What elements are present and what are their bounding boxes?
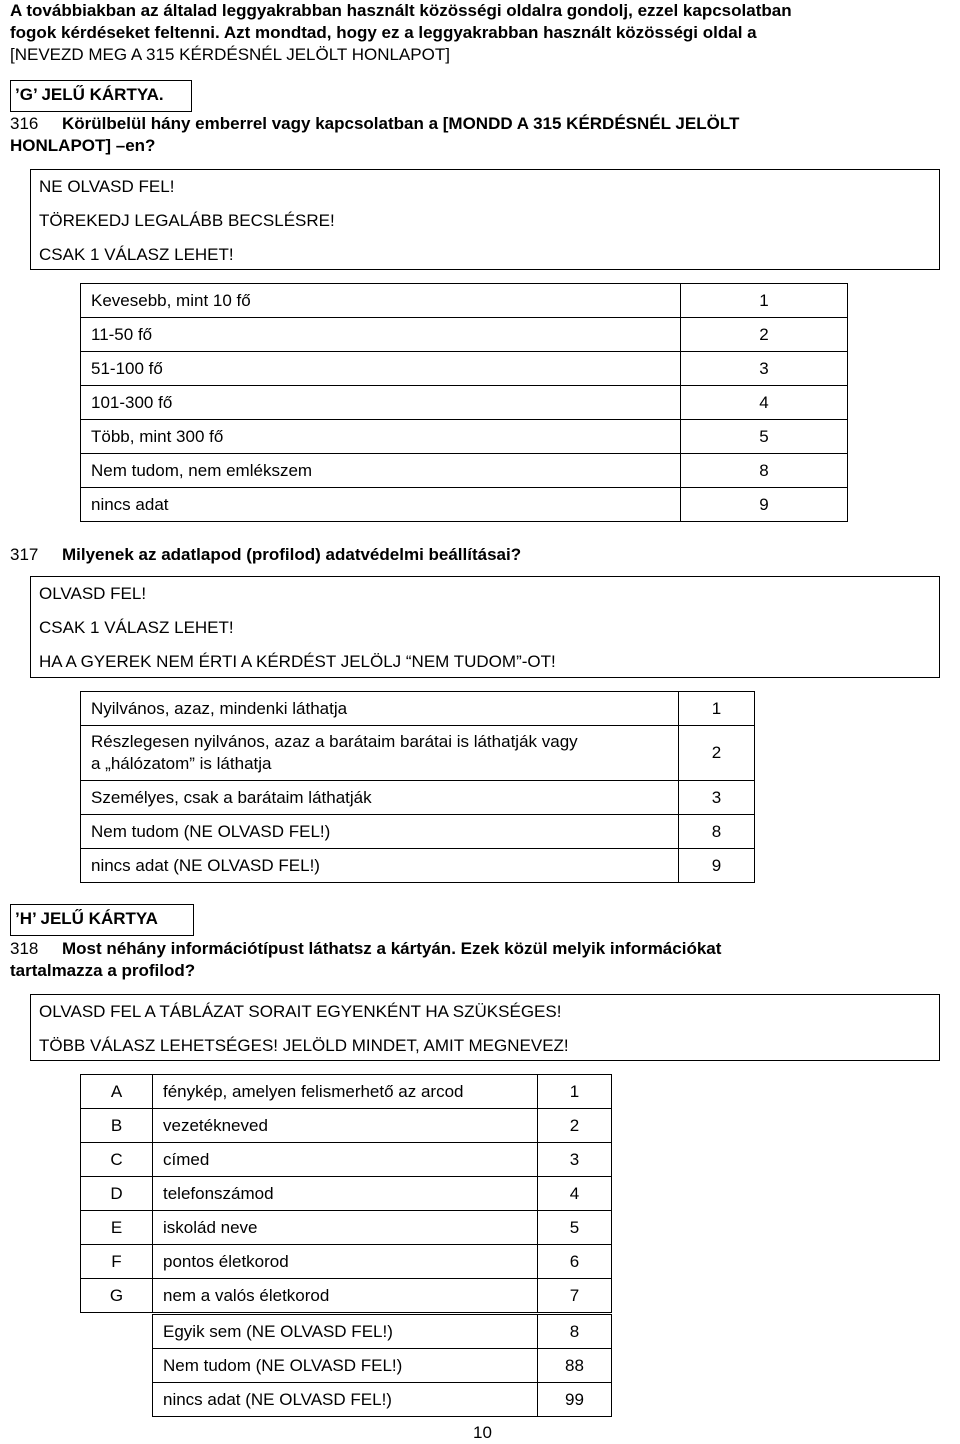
- instruction-line: HA A GYEREK NEM ÉRTI A KÉRDÉST JELÖLJ “NEM TUDOM”-OT!: [39, 652, 556, 671]
- table-row: [153, 1315, 612, 1349]
- option-label[interactable]: pontos életkorod: [153, 1245, 538, 1279]
- option-code[interactable]: 2: [681, 318, 848, 352]
- table-row: [81, 849, 755, 883]
- table-row: [81, 318, 848, 352]
- card-g-label: ’G’ JELŰ KÁRTYA.: [10, 80, 192, 112]
- option-code[interactable]: 3: [538, 1143, 612, 1177]
- table-row: [81, 386, 848, 420]
- table-row: [81, 1177, 612, 1211]
- table-row: [81, 454, 848, 488]
- intro-line-2: fogok kérdéseket feltenni. Azt mondtad, hogy ez a leggyakrabban használt közösségi oldal a: [10, 23, 757, 42]
- option-label[interactable]: Személyes, csak a barátaim láthatják: [81, 781, 679, 815]
- option-code[interactable]: 2: [679, 726, 755, 781]
- question-317: [10, 544, 950, 566]
- answer-table-317: [80, 691, 755, 883]
- intro-paragraph: [10, 0, 955, 66]
- table-row: [153, 1349, 612, 1383]
- answer-table-318: [80, 1074, 612, 1313]
- option-code[interactable]: 99: [538, 1383, 612, 1417]
- option-label[interactable]: nem a valós életkorod: [153, 1279, 538, 1313]
- question-316: [10, 113, 950, 157]
- option-label[interactable]: telefonszámod: [153, 1177, 538, 1211]
- option-code[interactable]: 8: [538, 1315, 612, 1349]
- question-text-cont: tartalmazza a profilod?: [10, 961, 196, 980]
- table-row: [81, 726, 755, 781]
- card-h-label: ’H’ JELŰ KÁRTYA: [10, 904, 194, 936]
- question-text: Most néhány információtípust láthatsz a kártyán. Ezek közül melyik információkat: [62, 939, 722, 958]
- instruction-line: CSAK 1 VÁLASZ LEHET!: [39, 618, 234, 637]
- table-row: [81, 488, 848, 522]
- table-row: [81, 1143, 612, 1177]
- intro-line-1: A továbbiakban az általad leggyakrabban használt közösségi oldalra gondolj, ezzel kapcsolatban: [10, 1, 792, 20]
- option-label[interactable]: Nem tudom (NE OLVASD FEL!): [153, 1349, 538, 1383]
- option-label[interactable]: iskolád neve: [153, 1211, 538, 1245]
- table-row: [81, 284, 848, 318]
- option-code[interactable]: 4: [681, 386, 848, 420]
- instruction-line: CSAK 1 VÁLASZ LEHET!: [39, 245, 234, 264]
- page-number: 10: [473, 1423, 492, 1442]
- option-code[interactable]: 7: [538, 1279, 612, 1313]
- question-318: [10, 938, 950, 982]
- option-code[interactable]: 9: [681, 488, 848, 522]
- instruction-box-317: [30, 576, 940, 678]
- table-row: [81, 420, 848, 454]
- option-label-line: Részlegesen nyilvános, azaz a barátaim barátai is láthatják vagy: [91, 732, 578, 751]
- instruction-line: NE OLVASD FEL!: [39, 177, 175, 196]
- option-label[interactable]: Kevesebb, mint 10 fő: [81, 284, 681, 318]
- option-label[interactable]: Egyik sem (NE OLVASD FEL!): [153, 1315, 538, 1349]
- table-row: [81, 1109, 612, 1143]
- answer-table-316: [80, 283, 848, 522]
- option-label[interactable]: 51-100 fő: [81, 352, 681, 386]
- option-letter: C: [81, 1143, 153, 1177]
- option-code[interactable]: 1: [538, 1075, 612, 1109]
- option-letter: A: [81, 1075, 153, 1109]
- option-code[interactable]: 5: [681, 420, 848, 454]
- option-label[interactable]: nincs adat (NE OLVASD FEL!): [81, 849, 679, 883]
- option-letter: F: [81, 1245, 153, 1279]
- table-row: [81, 815, 755, 849]
- option-label[interactable]: vezetékneved: [153, 1109, 538, 1143]
- instruction-box-318: [30, 994, 940, 1061]
- option-code[interactable]: 4: [538, 1177, 612, 1211]
- option-code[interactable]: 3: [679, 781, 755, 815]
- option-label[interactable]: Nem tudom (NE OLVASD FEL!): [81, 815, 679, 849]
- instruction-box-316: [30, 169, 940, 270]
- option-code[interactable]: 5: [538, 1211, 612, 1245]
- option-code[interactable]: 1: [681, 284, 848, 318]
- question-text: Körülbelül hány emberrel vagy kapcsolatban a [MONDD A 315 KÉRDÉSNÉL JELÖLT: [62, 114, 740, 133]
- option-code[interactable]: 2: [538, 1109, 612, 1143]
- instruction-line: OLVASD FEL A TÁBLÁZAT SORAIT EGYENKÉNT HA SZÜKSÉGES!: [39, 1002, 562, 1021]
- option-code[interactable]: 88: [538, 1349, 612, 1383]
- question-number: 318: [10, 939, 39, 958]
- option-code[interactable]: 6: [538, 1245, 612, 1279]
- option-label[interactable]: 101-300 fő: [81, 386, 681, 420]
- table-row: [81, 1279, 612, 1313]
- question-number: 316: [10, 114, 39, 133]
- option-code[interactable]: 8: [679, 815, 755, 849]
- instruction-line: OLVASD FEL!: [39, 584, 147, 603]
- option-label[interactable]: fénykép, amelyen felismerhető az arcod: [153, 1075, 538, 1109]
- question-text-cont: HONLAPOT] –en?: [10, 136, 156, 155]
- instruction-line: TÖBB VÁLASZ LEHETSÉGES! JELÖLD MINDET, AMIT MEGNEVEZ!: [39, 1036, 569, 1055]
- instruction-line: TÖREKEDJ LEGALÁBB BECSLÉSRE!: [39, 211, 335, 230]
- option-label[interactable]: [81, 726, 679, 781]
- answer-table-318-extra: [152, 1314, 612, 1417]
- option-letter: D: [81, 1177, 153, 1211]
- option-code[interactable]: 9: [679, 849, 755, 883]
- table-row: [81, 352, 848, 386]
- option-label-line: a „hálózatom” is láthatja: [91, 754, 272, 773]
- option-label[interactable]: Több, mint 300 fő: [81, 420, 681, 454]
- option-letter: G: [81, 1279, 153, 1313]
- table-row: [81, 1245, 612, 1279]
- question-text: Milyenek az adatlapod (profilod) adatvédelmi beállításai?: [62, 545, 522, 564]
- question-number: 317: [10, 545, 39, 564]
- option-label[interactable]: 11-50 fő: [81, 318, 681, 352]
- option-label[interactable]: címed: [153, 1143, 538, 1177]
- option-code[interactable]: 1: [679, 692, 755, 726]
- table-row: [81, 781, 755, 815]
- option-code[interactable]: 8: [681, 454, 848, 488]
- table-row: [81, 1075, 612, 1109]
- option-label[interactable]: nincs adat: [81, 488, 681, 522]
- option-label[interactable]: Nem tudom, nem emlékszem: [81, 454, 681, 488]
- table-row: [153, 1383, 612, 1417]
- option-letter: E: [81, 1211, 153, 1245]
- option-letter: B: [81, 1109, 153, 1143]
- table-row: [81, 1211, 612, 1245]
- intro-line-3: [NEVEZD MEG A 315 KÉRDÉSNÉL JELÖLT HONLAPOT]: [10, 45, 450, 64]
- option-label[interactable]: nincs adat (NE OLVASD FEL!): [153, 1383, 538, 1417]
- option-label[interactable]: Nyilvános, azaz, mindenki láthatja: [81, 692, 679, 726]
- table-row: [81, 692, 755, 726]
- option-code[interactable]: 3: [681, 352, 848, 386]
